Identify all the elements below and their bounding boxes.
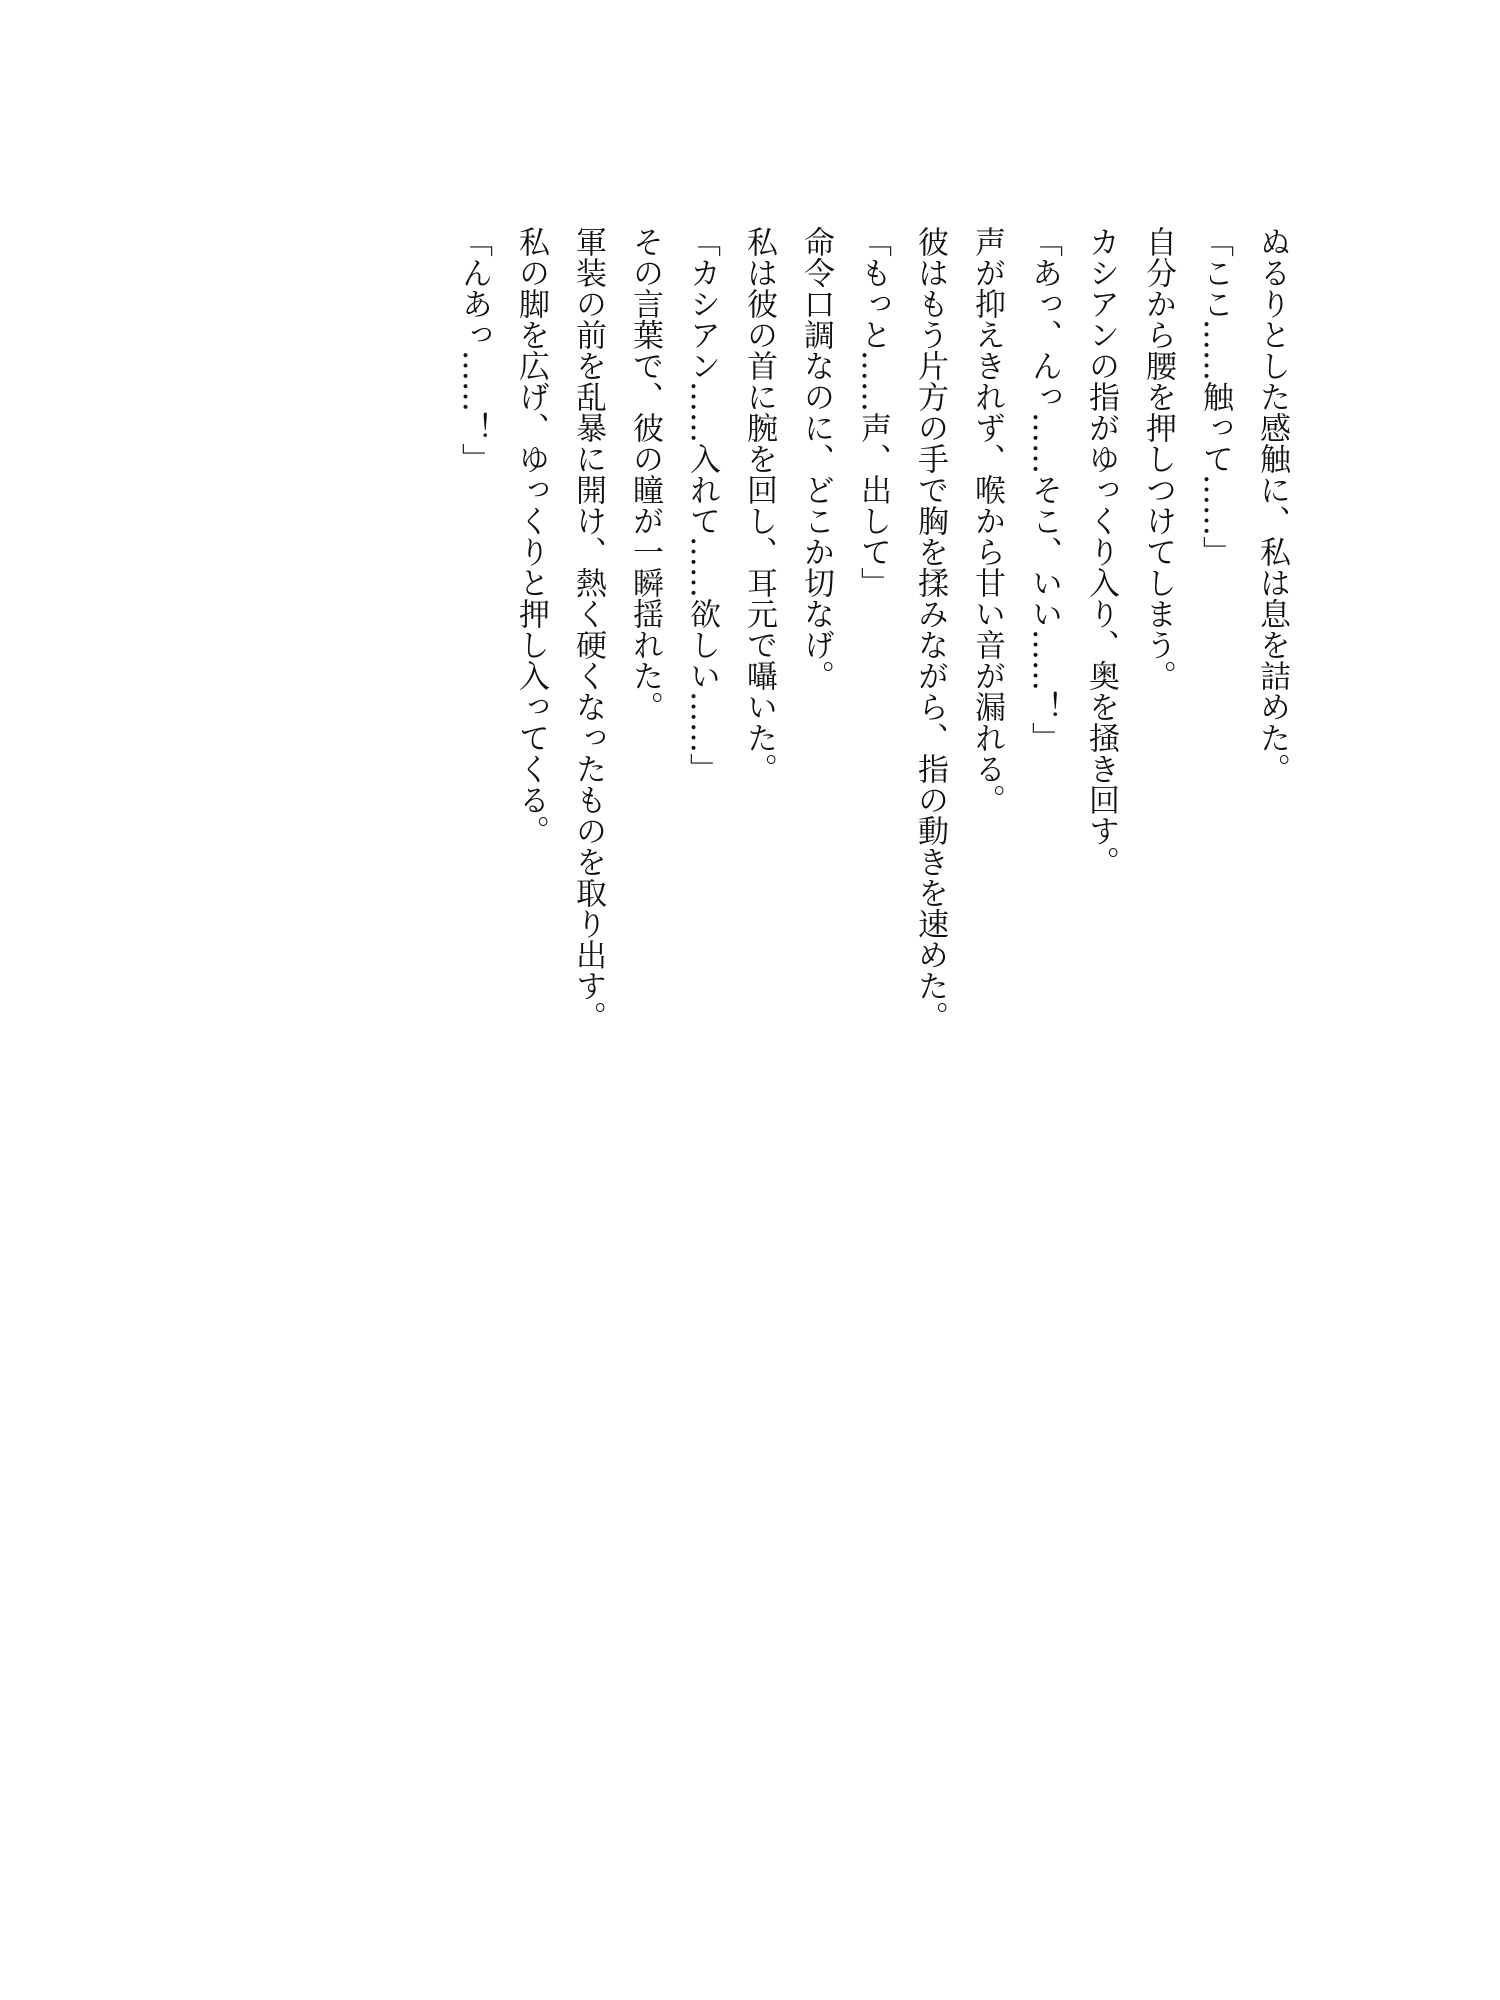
text-line-2: 「ここ……触って……」 [1197, 226, 1233, 567]
text-line-14: 私の脚を広げ、ゆっくりと押し入ってくる。 [513, 226, 549, 846]
text-line-9: 命令口調なのに、どこか切なげ。 [798, 226, 834, 691]
text-line-12: その言葉で、彼の瞳が一瞬揺れた。 [627, 226, 663, 722]
text-line-8: 「もっと……声、出して」 [855, 226, 891, 598]
text-line-13: 軍装の前を乱暴に開け、熱く硬くなったものを取り出す。 [570, 226, 606, 1032]
text-line-4: カシアンの指がゆっくり入り、奥を掻き回す。 [1083, 226, 1119, 877]
text-line-1: ぬるりとした感触に、私は息を詰めた。 [1254, 226, 1290, 784]
text-line-11: 「カシアン……入れて……欲しい……」 [684, 226, 720, 784]
text-line-6: 声が抑えきれず、喉から甘い音が漏れる。 [969, 226, 1005, 815]
text-line-3: 自分から腰を押しつけてしまう。 [1140, 226, 1176, 691]
text-line-15: 「んあっ……！」 [456, 226, 492, 474]
text-line-7: 彼はもう片方の手で胸を揉みながら、指の動きを速めた。 [912, 226, 948, 1032]
vertical-text-block [445, 226, 1300, 1226]
text-line-10: 私は彼の首に腕を回し、耳元で囁いた。 [741, 226, 777, 784]
text-line-5: 「あっ、んっ……そこ、いい……！」 [1026, 226, 1062, 753]
